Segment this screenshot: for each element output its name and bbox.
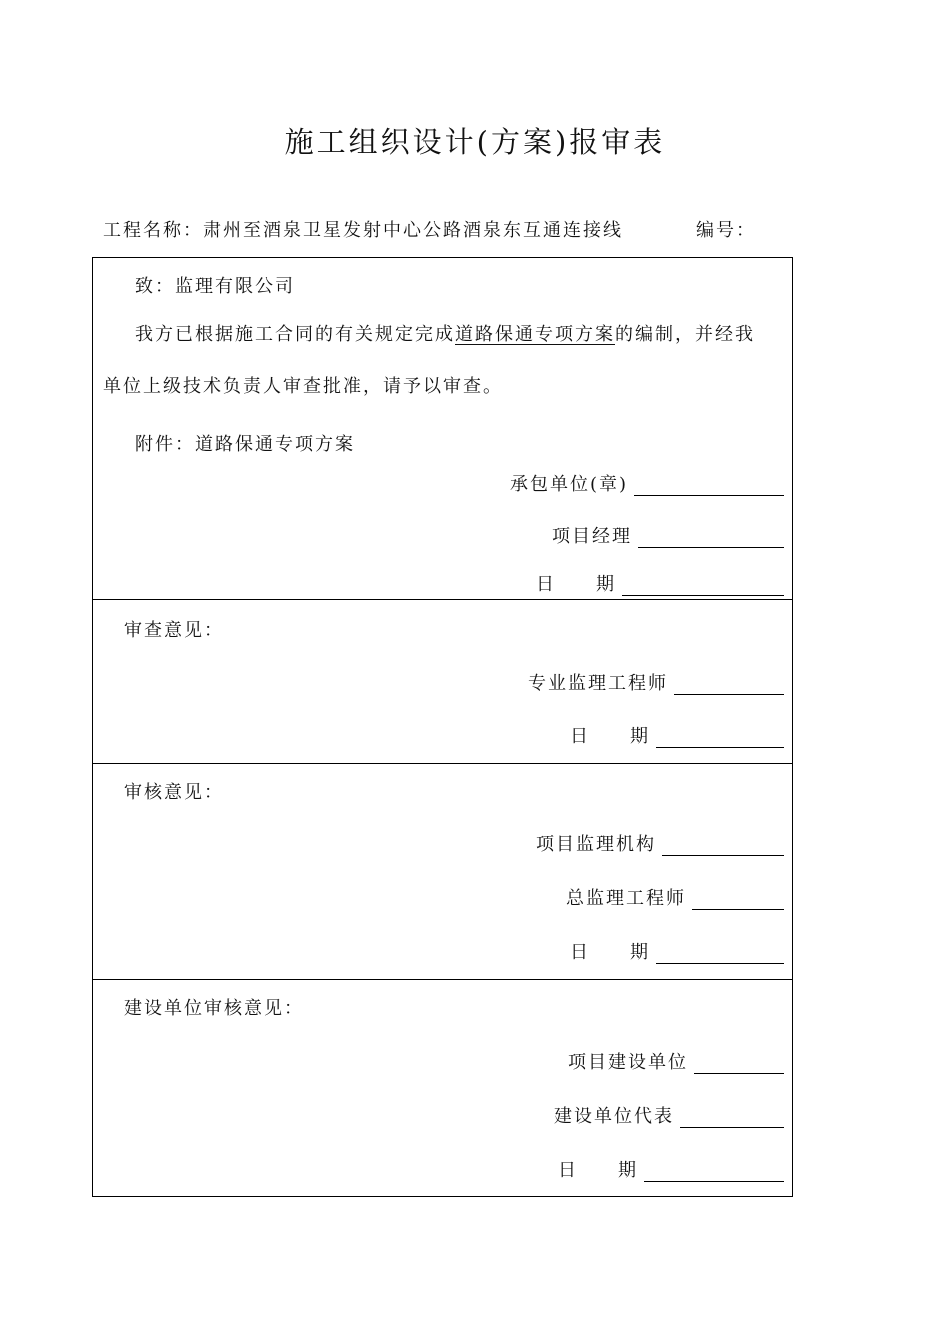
owner-audit-section [93,980,792,1196]
engineer-label: 专业监理工程师 [528,673,668,694]
page-title: 施工组织设计(方案)报审表 [284,125,666,159]
date-row-2 [570,722,784,748]
date-row-1 [536,570,784,596]
date-label-1: 日 期 [536,574,616,595]
engineer-signature-row [528,669,784,695]
approval-form [92,257,793,1197]
body-text-pre: 我方已根据施工合同的有关规定完成 [135,324,455,345]
addressee-value: 监理有限公司 [175,276,295,297]
date-label-3: 日 期 [570,942,650,963]
number-label: 编号： [696,220,756,241]
date-label-4: 日 期 [558,1160,638,1181]
supervision-org-row [536,830,784,856]
manager-label: 项目经理 [552,526,632,547]
chief-engineer-row [566,884,784,910]
date-line-2[interactable] [656,728,784,748]
unit-representative-label: 建设单位代表 [554,1106,674,1127]
submission-body-line1 [135,320,755,346]
contractor-signature-row [510,470,784,496]
review-heading: 审查意见： [124,620,224,641]
audit-heading: 审核意见： [124,782,224,803]
date-line-3[interactable] [656,944,784,964]
addressee-label: 致： [135,276,175,297]
attachment-value: 道路保通专项方案 [195,434,355,455]
submission-section [93,258,792,600]
contractor-signature-line[interactable] [634,476,784,496]
date-row-3 [570,938,784,964]
construction-unit-row [568,1048,784,1074]
chief-engineer-label: 总监理工程师 [566,888,686,909]
unit-representative-row [554,1102,784,1128]
construction-unit-line[interactable] [694,1054,784,1074]
date-row-4 [558,1156,784,1182]
plan-name-underlined: 道路保通专项方案 [455,324,615,345]
project-name-label: 工程名称： [103,220,203,241]
construction-unit-label: 项目建设单位 [568,1052,688,1073]
submission-body-line2: 单位上级技术负责人审查批准，请予以审查。 [103,376,503,397]
attachment-label: 附件： [135,434,195,455]
unit-representative-line[interactable] [680,1108,784,1128]
manager-signature-row [552,522,784,548]
review-section [93,600,792,764]
engineer-signature-line[interactable] [674,675,784,695]
addressee-line [135,272,295,298]
date-line-4[interactable] [644,1162,784,1182]
project-name-value: 肃州至酒泉卫星发射中心公路酒泉东互通连接线 [203,220,623,241]
contractor-label: 承包单位(章) [509,474,628,495]
attachment-line [135,430,355,456]
audit-section [93,764,792,980]
date-line-1[interactable] [622,576,784,596]
owner-audit-heading: 建设单位审核意见： [124,998,304,1019]
date-label-2: 日 期 [570,726,650,747]
supervision-org-line[interactable] [662,836,784,856]
body-text-post: 的编制，并经我 [615,324,755,345]
supervision-org-label: 项目监理机构 [536,834,656,855]
manager-signature-line[interactable] [638,528,784,548]
chief-engineer-line[interactable] [692,890,784,910]
project-name-line [103,216,623,242]
